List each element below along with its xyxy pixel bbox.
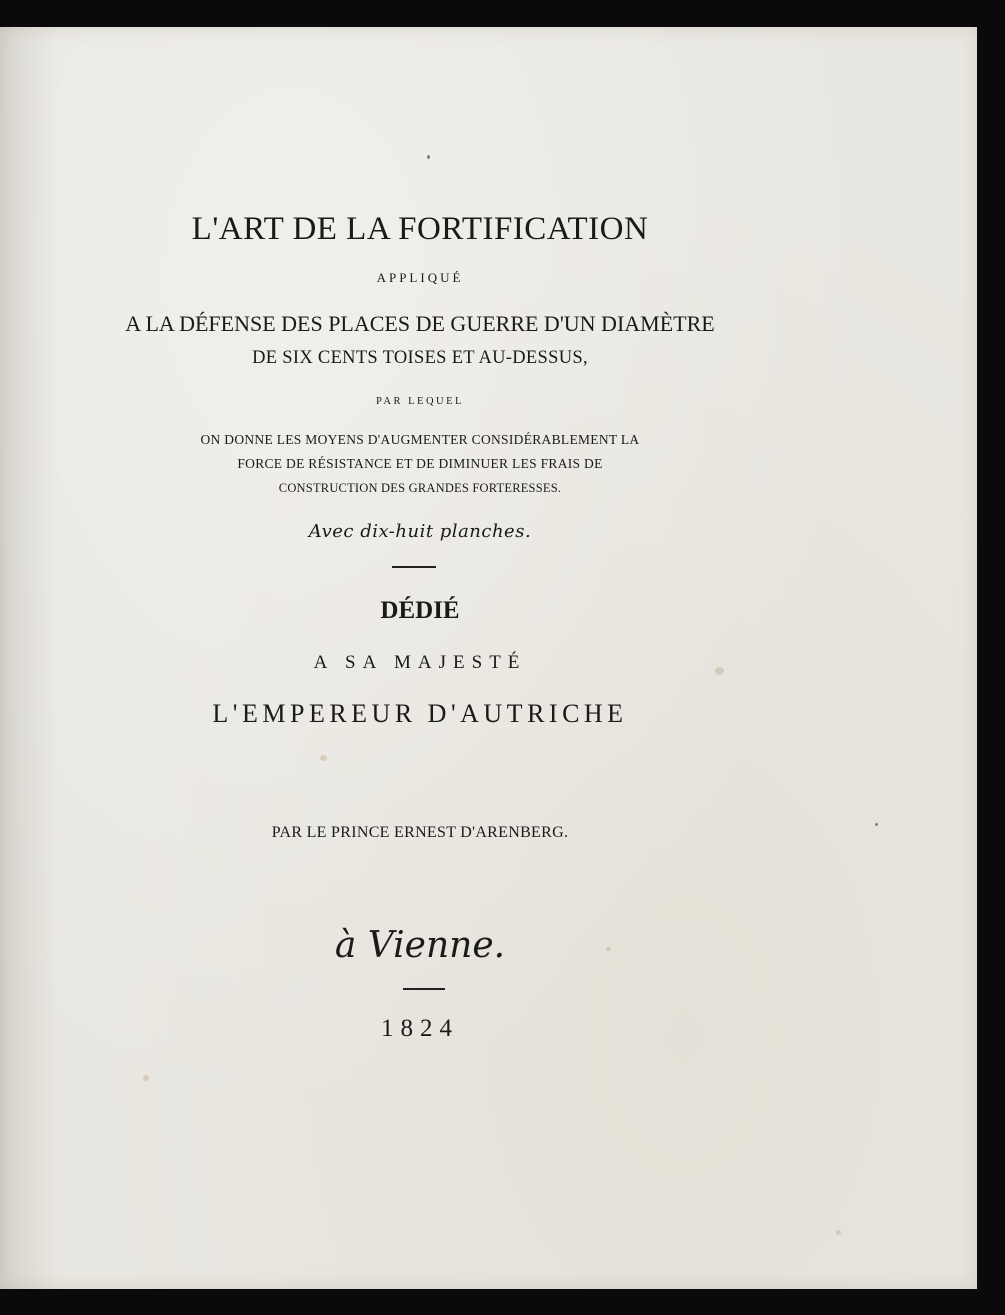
foxing-spot bbox=[143, 1075, 149, 1081]
description-line-2: FORCE DE RÉSISTANCE ET DE DIMINUER LES FRAIS DE bbox=[237, 456, 603, 471]
dedication-heading: DÉDIÉ bbox=[380, 597, 460, 624]
plates-note: Avec dix-huit planches. bbox=[308, 521, 532, 542]
title-page bbox=[0, 27, 977, 1289]
dedicatee: L'EMPEREUR D'AUTRICHE bbox=[212, 699, 628, 728]
foxing-spot bbox=[875, 823, 878, 826]
place-of-publication: à Vienne. bbox=[334, 925, 506, 966]
foxing-spot bbox=[836, 1230, 841, 1235]
author-line: PAR LE PRINCE ERNEST D'ARENBERG. bbox=[271, 824, 569, 841]
foxing-spot bbox=[320, 755, 327, 761]
publication-year: 1824 bbox=[381, 1015, 459, 1042]
dedication-to: A SA MAJESTÉ bbox=[313, 652, 527, 673]
subtitle-defense: A LA DÉFENSE DES PLACES DE GUERRE D'UN DIAMÈTRE bbox=[125, 311, 715, 336]
subtitle-applique: APPLIQUÉ bbox=[376, 270, 464, 285]
par-lequel: PAR LEQUEL bbox=[376, 396, 464, 407]
subtitle-six-cents: DE SIX CENTS TOISES ET AU-DESSUS, bbox=[252, 348, 588, 368]
foxing-spot bbox=[427, 155, 430, 159]
description-line-1: ON DONNE LES MOYENS D'AUGMENTER CONSIDÉRABLEMENT LA bbox=[200, 432, 640, 447]
divider-rule bbox=[403, 988, 445, 990]
description-line-3: CONSTRUCTION DES GRANDES FORTERESSES. bbox=[278, 481, 562, 495]
divider-rule bbox=[392, 566, 436, 568]
book-title: L'ART DE LA FORTIFICATION bbox=[191, 211, 649, 247]
